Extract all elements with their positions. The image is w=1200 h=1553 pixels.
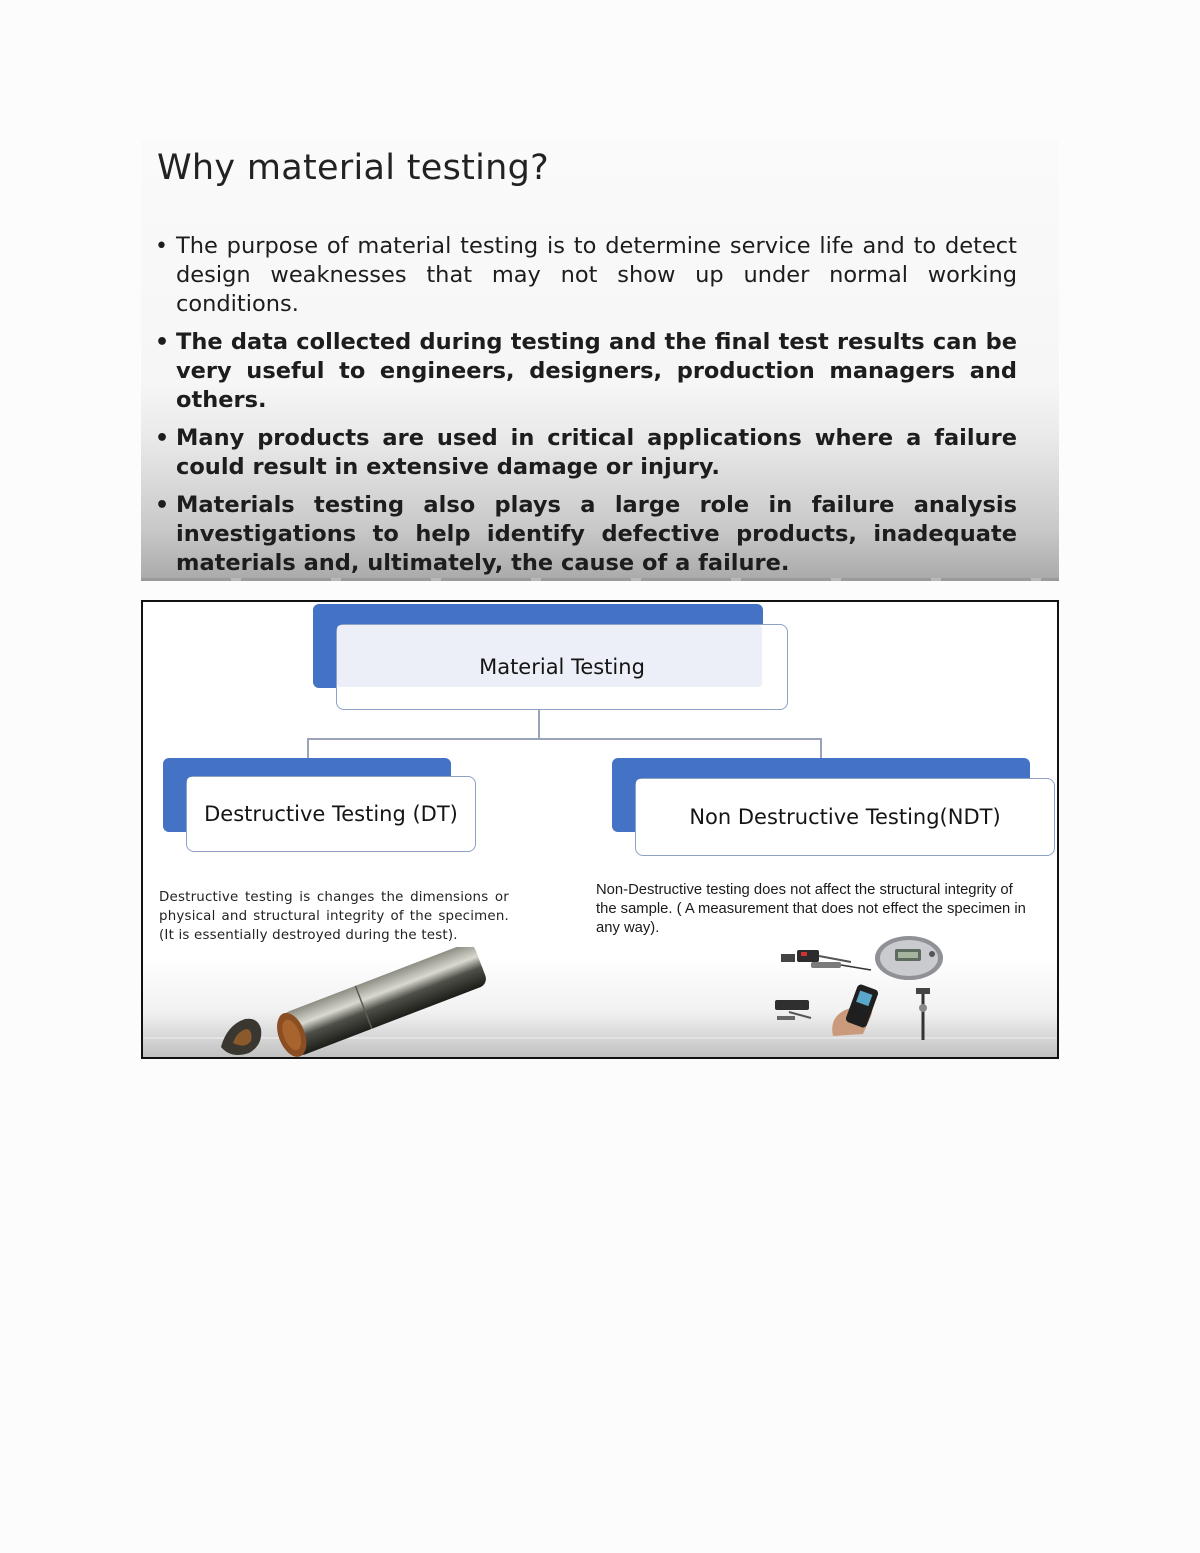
bullet-text: Materials testing also plays a large role in failure analysis investigations to help identify defective products, inadequate materials and, ultimately, the cause of a failure. (176, 492, 1017, 576)
connector-right-down (820, 738, 822, 758)
bullet-list (155, 232, 1017, 587)
ndt-description: Non-Destructive testing does not affect the structural integrity of the sample. ( A measurement that does not effect the specimen in any way). (596, 882, 1026, 936)
bullet-text: Many products are used in critical applications where a failure could result in extensive damage or injury. (176, 425, 1017, 480)
connector-left-down (307, 738, 309, 758)
slide-why-material-testing (141, 140, 1059, 581)
bullet-marker: • (155, 493, 170, 518)
bullet-item-1 (155, 232, 1017, 319)
slide-title: Why material testing? (157, 148, 550, 188)
bullet-marker: • (155, 426, 170, 451)
slide-material-testing-diagram (141, 600, 1059, 1059)
connector-root-down (538, 710, 540, 738)
dt-box (186, 776, 476, 852)
bullet-item-3 (155, 424, 1017, 482)
dt-label: Destructive Testing (DT) (204, 802, 458, 826)
bullet-marker: • (155, 234, 168, 259)
bullet-item-4 (155, 491, 1017, 578)
root-box (336, 624, 788, 710)
bullet-text: The purpose of material testing is to determine service life and to detect design weaknesses that may not show up under normal working conditions. (176, 233, 1017, 317)
dt-description: Destructive testing is changes the dimensions or physical and structural integrity of the specimen. (It is essentially destroyed during the test). (159, 890, 509, 943)
bullet-marker: • (155, 330, 170, 355)
slide-footer-bar (141, 578, 1059, 581)
broken-metal-specimen-icon (213, 947, 493, 1059)
root-label: Material Testing (479, 655, 645, 679)
bullet-text: The data collected during testing and the final test results can be very useful to engineers, designers, production managers and others. (176, 329, 1017, 413)
ndt-label: Non Destructive Testing(NDT) (689, 805, 1001, 829)
ndt-instruments-icon (771, 932, 951, 1044)
connector-horizontal (307, 738, 822, 740)
bullet-item-2 (155, 328, 1017, 415)
ndt-box (635, 778, 1055, 856)
